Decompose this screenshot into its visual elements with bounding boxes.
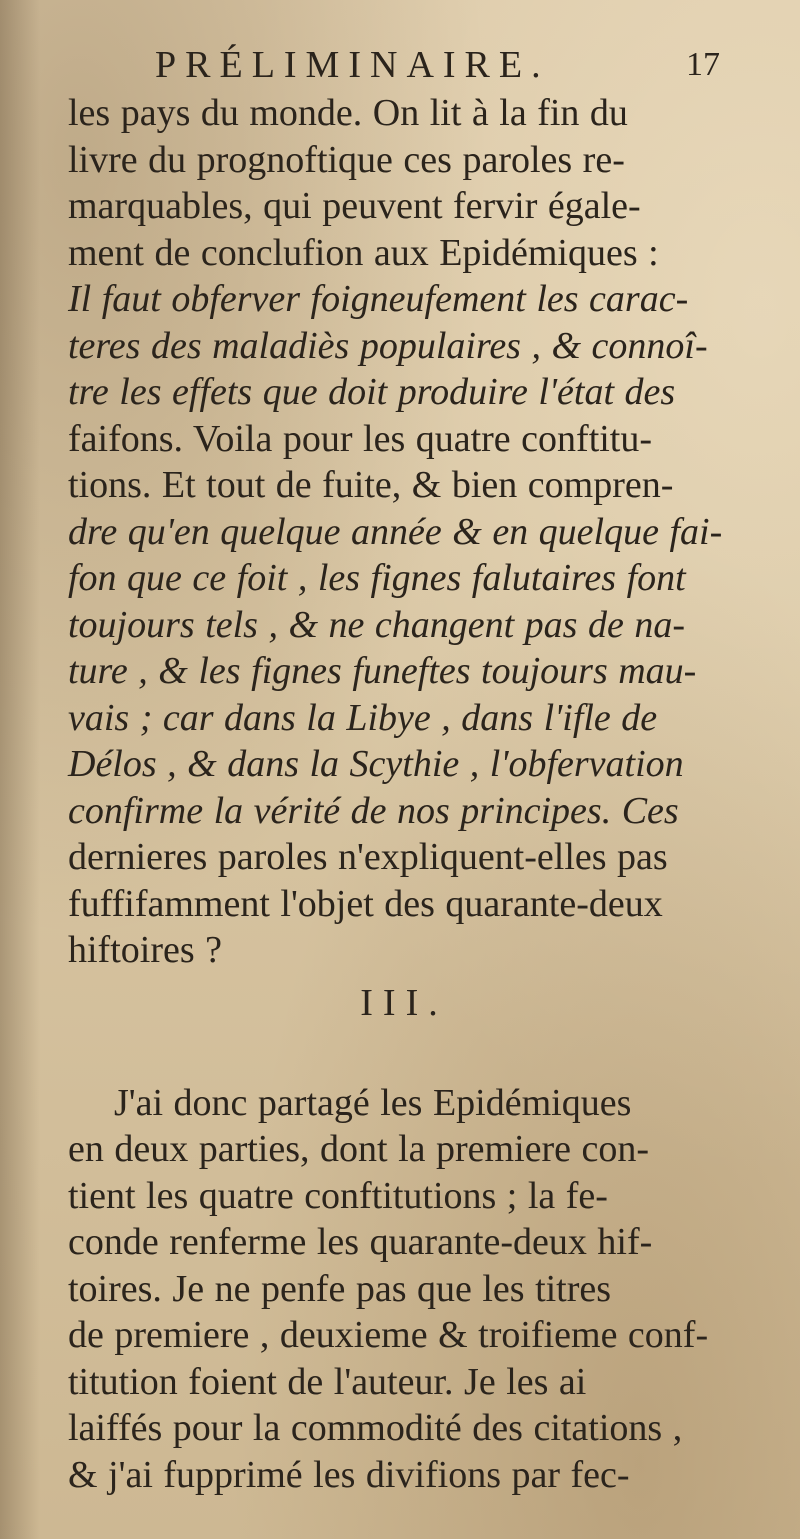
text-line: faifons. Voila pour les quatre conftitu- xyxy=(68,417,653,460)
text-line-italic: toujours tels , & ne changent pas de na- xyxy=(68,603,685,646)
text-line: tions. Et tout de fuite, & bien compren- xyxy=(68,464,674,506)
text-line: dernieres paroles n'expliquent-elles pas xyxy=(68,836,668,878)
text-line: J'ai donc partagé les Epidémiques xyxy=(114,1081,632,1124)
text-line: fuffifamment l'objet des quarante-deux xyxy=(68,882,663,925)
text-line: hiftoires ? xyxy=(68,929,223,971)
section-heading: III. xyxy=(360,981,448,1024)
paragraph-2 xyxy=(68,1080,740,1499)
text-line-italic: Délos , & dans la Scythie , l'obfervation xyxy=(68,743,684,785)
text-line: ment de conclufion aux Epidémiques : xyxy=(68,231,659,274)
text-line: titution foient de l'auteur. Je les ai xyxy=(68,1360,587,1403)
text-line: de premiere , deuxieme & troifieme conf- xyxy=(68,1314,709,1356)
text-line-italic: tre les effets que doit produire l'état des xyxy=(68,371,676,413)
text-line: toires. Je ne penfe pas que les titres xyxy=(68,1267,612,1310)
paragraph-1 xyxy=(68,90,740,974)
text-line-italic: teres des maladiès populaires , & connoî- xyxy=(68,324,708,367)
running-head: PRÉLIMINAIRE. xyxy=(155,44,550,86)
text-line-italic: vais ; car dans la Libye , dans l'ifle de xyxy=(68,696,658,739)
text-line: livre du prognoftique ces paroles re- xyxy=(68,138,625,181)
text-line: & j'ai fupprimé les divifions par fec- xyxy=(68,1453,630,1496)
text-line: marquables, qui peuvent fervir égale- xyxy=(68,185,641,227)
text-line: tient les quatre conftitutions ; la fe- xyxy=(68,1174,608,1217)
body-text xyxy=(68,90,740,1498)
page-header xyxy=(70,40,720,90)
page-number: 17 xyxy=(686,46,720,83)
text-line-italic: Il faut obferver foigneufement les carac- xyxy=(68,278,689,320)
text-line-italic: fon que ce foit , les fignes falutaires font xyxy=(68,557,686,599)
text-line: laiffés pour la commodité des citations , xyxy=(68,1407,683,1449)
page-gutter-shadow xyxy=(0,0,40,1539)
text-line-italic: confirme la vérité de nos principes. Ces xyxy=(68,789,679,832)
text-line: conde renferme les quarante-deux hif- xyxy=(68,1221,653,1263)
text-line-italic: dre qu'en quelque année & en quelque fai- xyxy=(68,510,723,553)
text-line: en deux parties, dont la premiere con- xyxy=(68,1128,650,1170)
text-line: les pays du monde. On lit à la fin du xyxy=(68,92,628,134)
text-line-italic: ture , & les fignes funeftes toujours mau- xyxy=(68,650,697,692)
